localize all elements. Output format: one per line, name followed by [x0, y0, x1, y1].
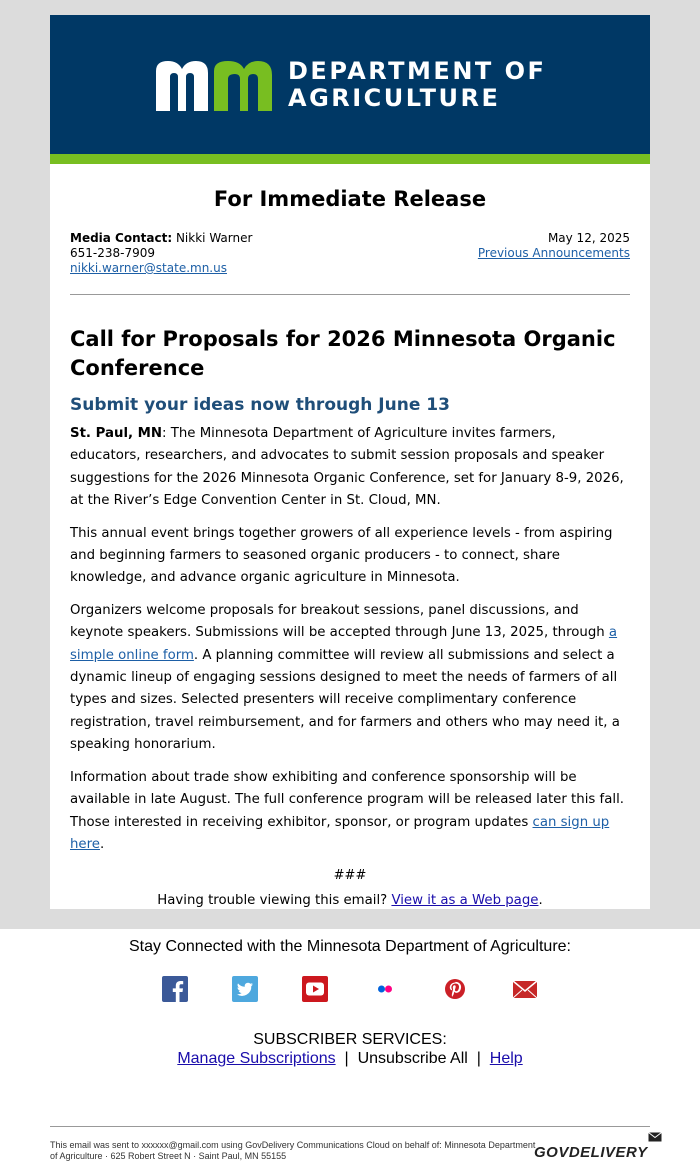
twitter-icon[interactable]	[232, 976, 258, 1002]
email-card	[50, 15, 650, 909]
previous-announcements-link[interactable]: Previous Announcements	[477, 246, 630, 260]
separator-1: |	[335, 1050, 358, 1067]
mn-logo-icon	[156, 61, 272, 111]
sign-up-link[interactable]: can sign up here	[70, 814, 610, 852]
view-web-page-link[interactable]: View it as a Web page	[391, 893, 539, 909]
fine-print: This email was sent to xxxxxx@gmail.com using GovDelivery Communications Cloud on behalf of: Minnesota Department of Agriculture · 625 Robert Street N · Saint Paul, MN 55155	[50, 1140, 536, 1161]
accent-bar	[50, 154, 650, 164]
divider	[70, 294, 630, 295]
email-icon[interactable]	[512, 976, 538, 1002]
media-contact	[70, 231, 252, 276]
article-subhead: Submit your ideas now through June 13	[70, 395, 450, 415]
dept-line-1: DEPARTMENT OF	[288, 57, 547, 85]
paragraph-1-text: : The Minnesota Department of Agriculture invites farmers, educators, researchers, and advocates to submit session proposals and speaker suggestions for the 2026 Minnesota Organic Conference, set for January 8-9, 2026, at the River’s Edge Convention Center in St. Cloud, MN.	[70, 426, 624, 509]
govdelivery-text: GOVDELIVERY	[534, 1144, 648, 1161]
view-web-notice	[70, 893, 630, 908]
trouble-text: Having trouble viewing this email?	[157, 893, 392, 909]
separator-2: |	[467, 1050, 490, 1067]
article-headline: Call for Proposals for 2026 Minnesota Organic Conference	[70, 327, 616, 380]
paragraph-4-text-a: Information about trade show exhibiting and conference sponsorship will be available in late August. The full conference program will be released later this fall. Those interested in receiving exhibitor, sponsor, or program updates	[70, 769, 624, 830]
subscriber-services	[0, 1030, 700, 1068]
dateline: St. Paul, MN	[70, 426, 163, 441]
release-title: For Immediate Release	[213, 187, 487, 211]
paragraph-3-text-b: . A planning committee will review all submissions and select a dynamic lineup of engaging sessions designed to meet the needs of farmers of all types and sizes. Selected presenters will receive complimentary conference registration, travel reimbursement, and for farmers and others who may need it, a speaking honorarium.	[70, 647, 620, 753]
paragraph-1	[70, 423, 630, 513]
flickr-icon[interactable]	[372, 976, 398, 1002]
govdelivery-envelope-icon	[648, 1132, 662, 1142]
email-footer	[0, 929, 700, 1161]
header-banner	[50, 15, 650, 154]
subscriber-links	[0, 1049, 700, 1068]
pinterest-icon[interactable]	[442, 976, 468, 1002]
online-form-link[interactable]: a simple online form	[70, 625, 618, 663]
paragraph-4	[70, 767, 630, 857]
manage-subscriptions-link[interactable]: Manage Subscriptions	[177, 1050, 336, 1067]
email-body	[50, 164, 650, 909]
unsubscribe-all-link[interactable]: Unsubscribe All	[357, 1050, 468, 1067]
stay-connected-text: Stay Connected with the Minnesota Department of Agriculture:	[128, 938, 571, 955]
contact-name: Nikki Warner	[172, 231, 253, 245]
social-links	[0, 976, 700, 1002]
footer-divider	[50, 1126, 650, 1127]
release-date-block	[478, 231, 630, 276]
end-marker: ###	[333, 868, 367, 884]
youtube-icon[interactable]	[302, 976, 328, 1002]
trouble-end: .	[538, 893, 543, 909]
paragraph-2: This annual event brings together growers of all experience levels - from aspiring and beginning farmers to seasoned organic producers - to connect, share knowledge, and advance organic agriculture in Minnesota.	[70, 525, 613, 586]
contact-label: Media Contact:	[70, 231, 173, 245]
release-meta	[70, 231, 630, 276]
paragraph-3-text-a: Organizers welcome proposals for breakout sessions, panel discussions, and keynote speakers. Submissions will be accepted through June 13, 2025, through	[70, 602, 609, 641]
paragraph-4-text-b: .	[99, 836, 105, 852]
contact-phone: 651-238-7909	[70, 246, 156, 260]
facebook-icon[interactable]	[162, 976, 188, 1002]
paragraph-3	[70, 600, 630, 757]
release-date: May 12, 2025	[547, 231, 630, 245]
contact-email-link[interactable]: nikki.warner@state.mn.us	[70, 261, 227, 275]
dept-line-2: AGRICULTURE	[288, 84, 501, 112]
help-link[interactable]: Help	[489, 1050, 523, 1067]
department-name	[288, 58, 546, 112]
subscriber-services-label: SUBSCRIBER SERVICES:	[253, 1031, 447, 1048]
govdelivery-logo	[534, 1144, 648, 1161]
